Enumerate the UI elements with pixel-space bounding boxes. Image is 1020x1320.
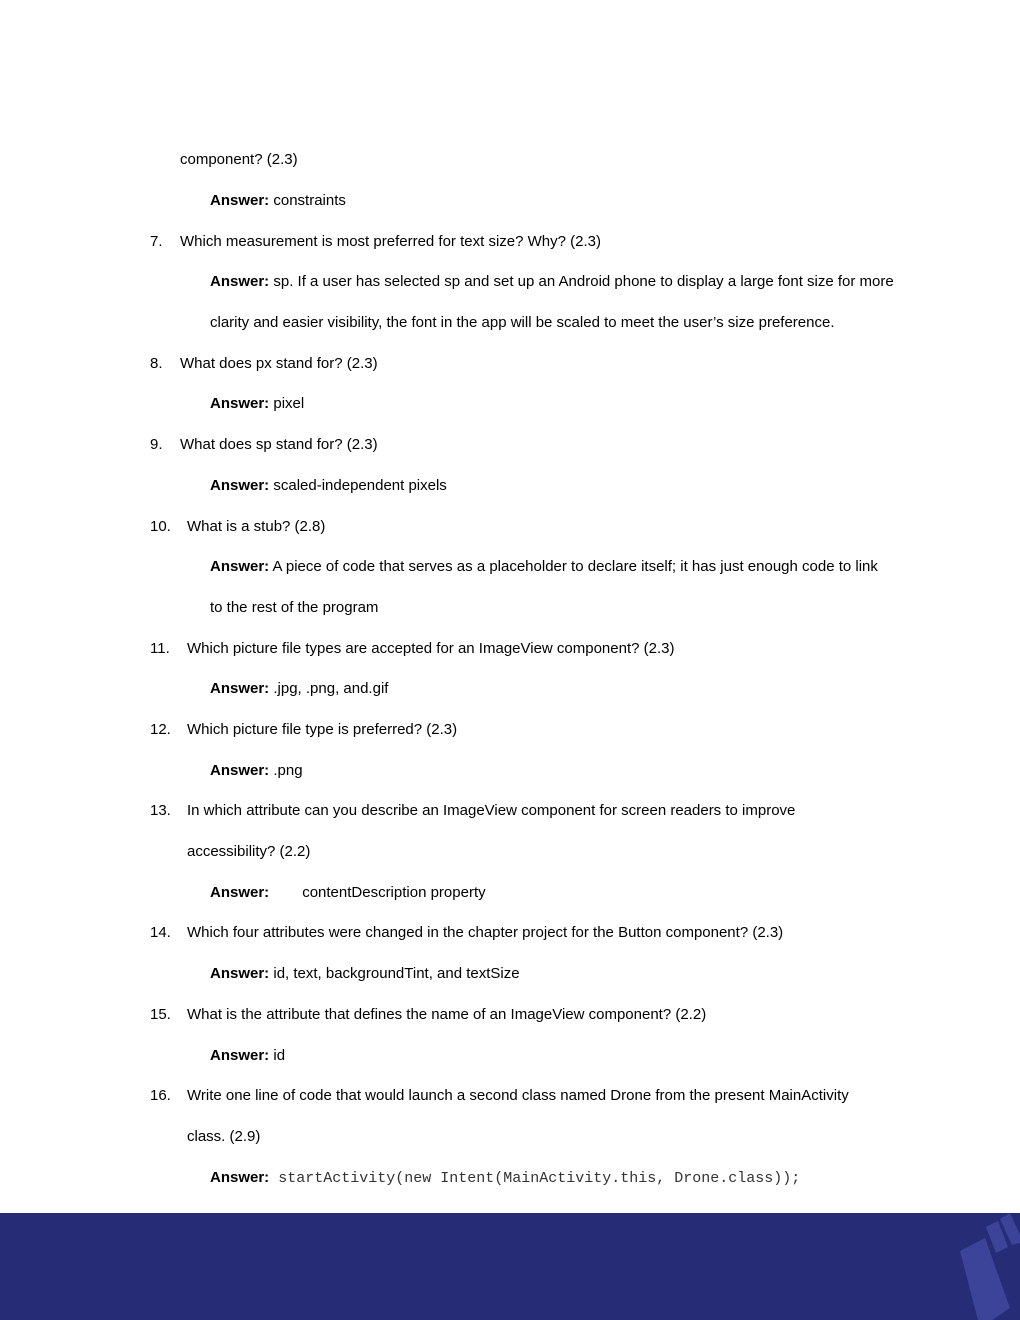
question-text: In which attribute can you describe an ImageView component for screen readers to improve [187,802,796,819]
question-text: Which measurement is most preferred for text size? Why? (2.3) [180,233,601,250]
question-text: What does px stand for? (2.3) [180,355,378,372]
answer-text: pixel [269,395,305,412]
question-number: 12. [150,721,171,738]
answer-text-continued: to the rest of the program [210,599,379,616]
answer-line [210,1169,800,1188]
answer-line [210,762,303,780]
question-text: What is a stub? (2.8) [187,518,326,535]
question-number: 16. [150,1087,171,1104]
answer-line [210,273,894,291]
answer-label: Answer: [210,1169,270,1186]
question-number: 9. [150,436,163,453]
answer-line [210,1047,285,1065]
answer-line [210,965,520,983]
question-text-continued: accessibility? (2.2) [187,843,311,860]
question-text: Which picture file type is preferred? (2.3) [187,721,458,738]
answer-line [210,680,388,698]
question-text: Which four attributes were changed in the chapter project for the Button component? (2.3) [187,924,784,941]
question-text-continued: class. (2.9) [187,1128,261,1145]
answer-text: .png [269,762,303,779]
question-text: What is the attribute that defines the name of an ImageView component? (2.2) [187,1006,707,1023]
question-text: What does sp stand for? (2.3) [180,436,378,453]
answer-label: Answer: [210,395,270,412]
question-text: Which picture file types are accepted for an ImageView component? (2.3) [187,640,675,657]
answer-label: Answer: [210,884,270,901]
answer-label: Answer: [210,273,270,290]
answer-label: Answer: [210,965,270,982]
question-number: 11. [150,640,170,657]
code-answer: startActivity(new Intent(MainActivity.this, Drone.class)); [269,1170,801,1187]
answer-text: sp. If a user has selected sp and set up an Android phone to display a large font size for more [269,273,894,290]
answer-label: Answer: [210,192,270,209]
answer-label: Answer: [210,477,270,494]
answer-text: contentDescription property [302,884,486,901]
answer-label: Answer: [210,762,270,779]
answer-line [210,884,486,902]
answer-text-continued: clarity and easier visibility, the font in the app will be scaled to meet the user’s size preference. [210,314,835,331]
answer-line [210,192,346,210]
question-text: Write one line of code that would launch a second class named Drone from the present MainActivity [187,1087,849,1104]
answer-text: scaled-independent pixels [269,477,447,494]
answer-text: .jpg, .png, and.gif [269,680,389,697]
question-number: 10. [150,518,171,535]
question-number: 8. [150,355,163,372]
answer-text: constraints [269,192,346,209]
question-number: 13. [150,802,171,819]
question-number: 7. [150,233,163,250]
answer-line [210,558,878,576]
answer-line [210,395,304,413]
answer-text: id, text, backgroundTint, and textSize [269,965,520,982]
continuation-text: component? (2.3) [180,151,298,168]
question-number: 14. [150,924,171,941]
publisher-logo-icon [950,1213,1020,1320]
answer-text: id [269,1047,286,1064]
answer-text: A piece of code that serves as a placeholder to declare itself; it has just enough code to link [269,558,878,575]
answer-label: Answer: [210,1047,270,1064]
answer-label: Answer: [210,558,270,575]
page-footer-band [0,1213,1020,1320]
question-number: 15. [150,1006,171,1023]
answer-line [210,477,447,495]
answer-label: Answer: [210,680,270,697]
